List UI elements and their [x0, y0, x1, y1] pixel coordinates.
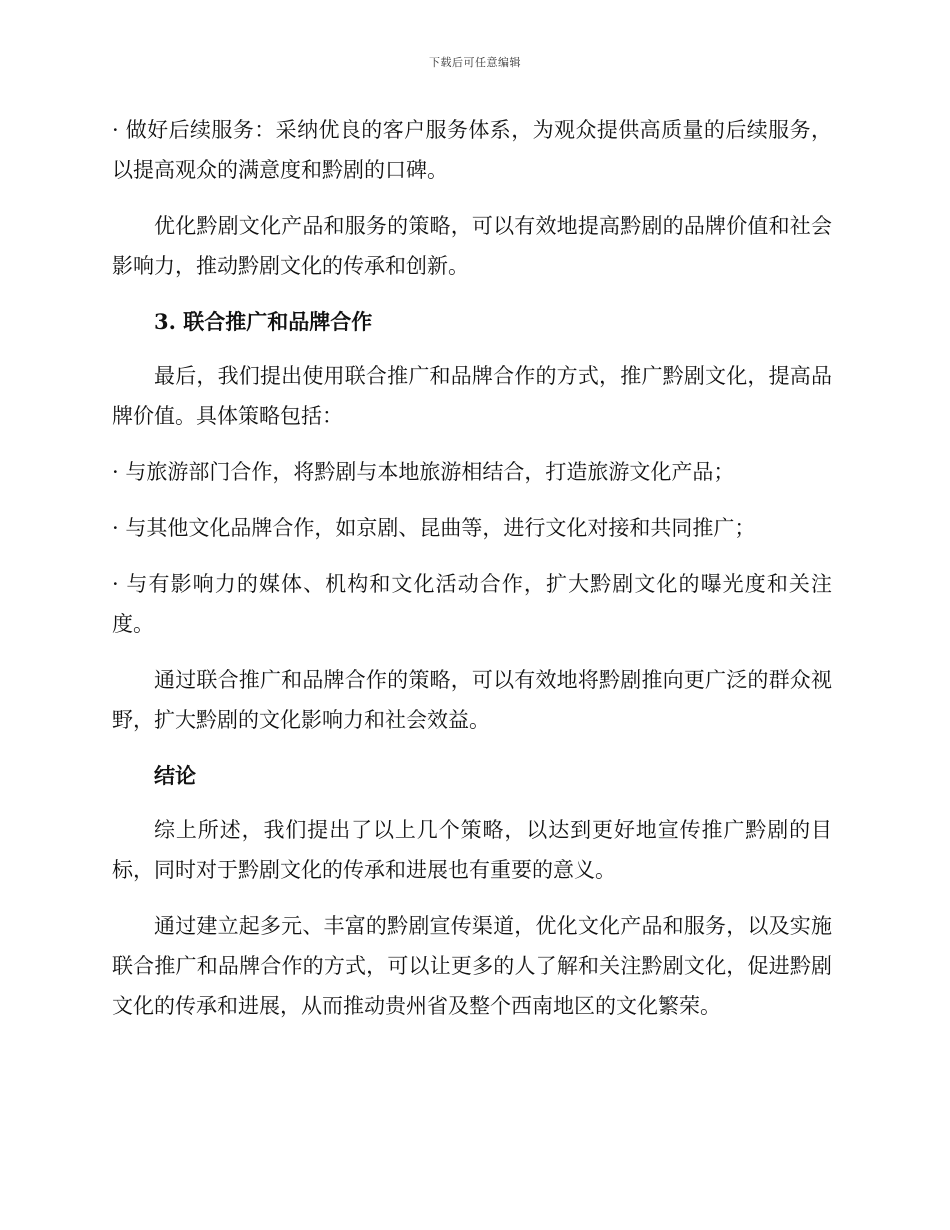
section-heading-conclusion: 结论: [154, 763, 196, 788]
paragraph-conclusion-2: 通过建立起多元、丰富的黔剧宣传渠道，优化文化产品和服务，以及实施联合推广和品牌合作的方式，可以让更多的人了解和关注黔剧文化，促进黔剧文化的传承和进展，从而推动贵州省及整个西南地区的文化繁荣。: [112, 914, 832, 1018]
paragraph-conclusion-1: 综上所述，我们提出了以上几个策略，以达到更好地宣传推广黔剧的目标，同时对于黔剧文化的传承和进展也有重要的意义。: [112, 818, 832, 882]
section-heading-joint-promotion: 3. 联合推广和品牌合作: [154, 309, 373, 334]
paragraph-joint-promotion-summary: 通过联合推广和品牌合作的策略，可以有效地将黔剧推向更广泛的群众视野，扩大黔剧的文化影响力和社会效益。: [112, 668, 832, 732]
bullet-brand-cooperation: · 与其他文化品牌合作，如京剧、昆曲等，进行文化对接和共同推广；: [112, 516, 756, 540]
paragraph-optimize-strategy: 优化黔剧文化产品和服务的策略，可以有效地提高黔剧的品牌价值和社会影响力，推动黔剧文化的传承和创新。: [112, 214, 832, 278]
bullet-tourism-cooperation: · 与旅游部门合作，将黔剧与本地旅游相结合，打造旅游文化产品；: [112, 460, 735, 484]
paragraph-joint-promotion-intro: 最后，我们提出使用联合推广和品牌合作的方式，推广黔剧文化，提高品牌价值。具体策略包括：: [112, 364, 832, 428]
bullet-media-cooperation: · 与有影响力的媒体、机构和文化活动合作，扩大黔剧文化的曝光度和关注度。: [112, 572, 832, 636]
bullet-follow-up-service: · 做好后续服务：采纳优良的客户服务体系，为观众提供高质量的后续服务，以提高观众的满意度和黔剧的口碑。: [112, 118, 832, 182]
page-header: 下载后可任意编辑: [429, 56, 521, 69]
document-body: [112, 110, 832, 1042]
